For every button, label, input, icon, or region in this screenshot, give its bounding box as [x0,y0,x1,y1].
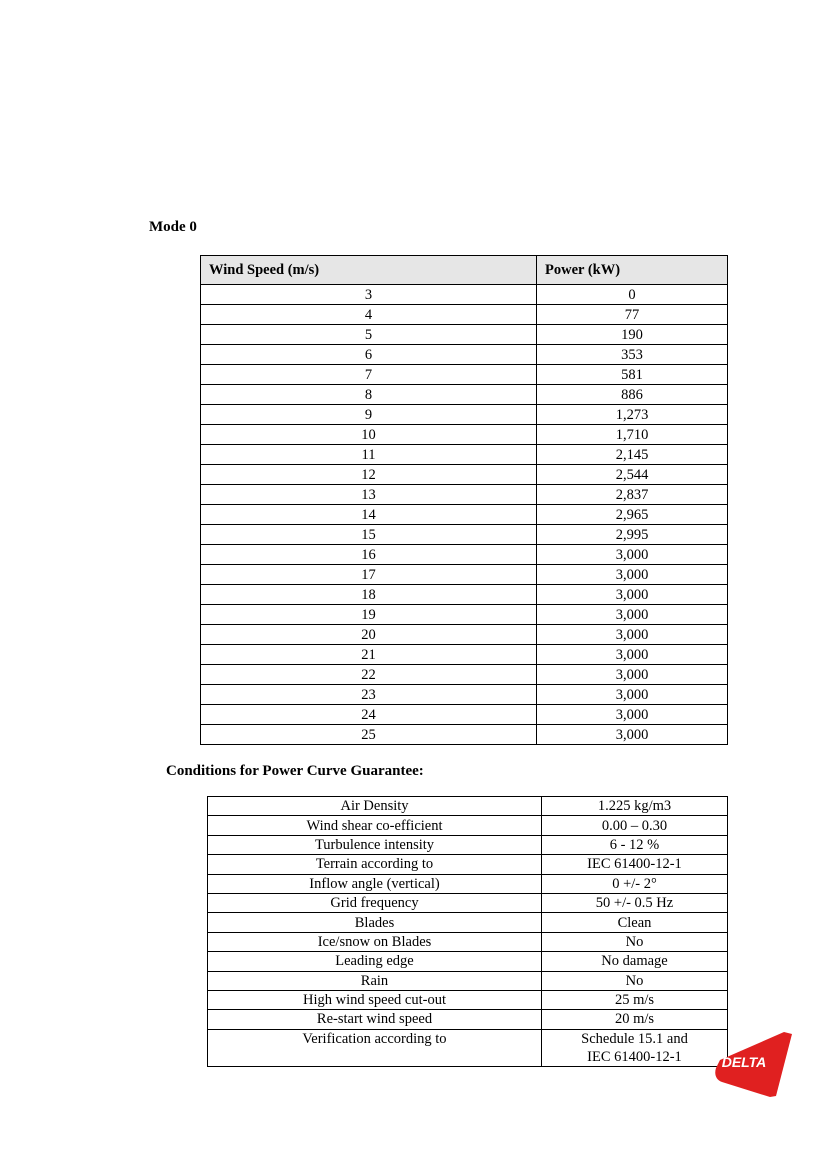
delta-logo [714,1030,792,1098]
wind-speed-cell: 4 [201,305,537,325]
wind-speed-cell: 19 [201,605,537,625]
condition-value-line: Schedule 15.1 and [581,1030,688,1047]
table-row [201,305,728,325]
condition-label: Turbulence intensity [208,835,542,854]
power-cell: 190 [537,325,728,345]
table-row [208,971,728,990]
condition-value: 50 +/- 0.5 Hz [542,893,728,912]
wind-speed-cell: 17 [201,565,537,585]
power-cell: 3,000 [537,585,728,605]
wind-speed-cell: 10 [201,425,537,445]
table-row [201,585,728,605]
table-row [201,525,728,545]
condition-label: Leading edge [208,952,542,971]
power-cell: 581 [537,365,728,385]
power-cell: 2,837 [537,485,728,505]
power-cell: 2,145 [537,445,728,465]
condition-value: 0 +/- 2° [542,874,728,893]
condition-label: Re-start wind speed [208,1010,542,1029]
wind-speed-cell: 16 [201,545,537,565]
power-cell: 3,000 [537,645,728,665]
wind-speed-cell: 14 [201,505,537,525]
table-row [208,797,728,816]
table-row [201,625,728,645]
power-cell: 353 [537,345,728,365]
condition-value-line: IEC 61400-12-1 [587,1048,682,1065]
wind-speed-cell: 25 [201,725,537,745]
table-row [208,855,728,874]
mode-title: Mode 0 [149,219,197,235]
condition-label: Grid frequency [208,893,542,912]
table-row [208,913,728,932]
wind-speed-cell: 23 [201,685,537,705]
table-row [208,816,728,835]
power-cell: 1,710 [537,425,728,445]
power-cell: 3,000 [537,605,728,625]
condition-label: Ice/snow on Blades [208,932,542,951]
condition-label: Terrain according to [208,855,542,874]
wind-speed-cell: 24 [201,705,537,725]
conditions-title: Conditions for Power Curve Guarantee: [166,763,424,779]
power-cell: 3,000 [537,625,728,645]
wind-speed-cell: 8 [201,385,537,405]
table-row [201,545,728,565]
table-header-row [201,256,728,285]
condition-value [542,1029,728,1066]
wind-speed-cell: 15 [201,525,537,545]
condition-label: Air Density [208,797,542,816]
wind-speed-cell: 7 [201,365,537,385]
table-row [201,285,728,305]
table-row [201,505,728,525]
power-cell: 1,273 [537,405,728,425]
table-row [201,425,728,445]
table-row [201,605,728,625]
table-row [201,485,728,505]
wind-speed-cell: 18 [201,585,537,605]
table-row [208,893,728,912]
table-row [208,874,728,893]
table-row [201,445,728,465]
power-cell: 0 [537,285,728,305]
wind-speed-cell: 20 [201,625,537,645]
power-cell: 77 [537,305,728,325]
condition-value: No damage [542,952,728,971]
condition-label: High wind speed cut-out [208,990,542,1009]
condition-value: 6 - 12 % [542,835,728,854]
power-cell: 886 [537,385,728,405]
power-cell: 2,995 [537,525,728,545]
condition-value: 1.225 kg/m3 [542,797,728,816]
condition-value: No [542,932,728,951]
wind-speed-cell: 6 [201,345,537,365]
table-row [208,952,728,971]
wind-speed-cell: 9 [201,405,537,425]
table-row [201,565,728,585]
condition-value: 0.00 – 0.30 [542,816,728,835]
table-row [201,705,728,725]
table-row [208,990,728,1009]
power-header: Power (kW) [537,256,728,285]
condition-value: Clean [542,913,728,932]
power-cell: 3,000 [537,565,728,585]
power-cell: 2,965 [537,505,728,525]
wind-speed-header: Wind Speed (m/s) [201,256,537,285]
wind-speed-cell: 5 [201,325,537,345]
table-row [208,835,728,854]
table-row [201,325,728,345]
table-row [201,345,728,365]
condition-label: Blades [208,913,542,932]
condition-value: 20 m/s [542,1010,728,1029]
table-row [208,932,728,951]
power-curve-table [200,255,728,745]
table-row [201,385,728,405]
wind-speed-cell: 13 [201,485,537,505]
table-row [201,665,728,685]
condition-label: Verification according to [208,1029,542,1066]
wind-speed-cell: 21 [201,645,537,665]
power-cell: 3,000 [537,545,728,565]
condition-label: Inflow angle (vertical) [208,874,542,893]
power-cell: 2,544 [537,465,728,485]
table-row [201,405,728,425]
condition-value: IEC 61400-12-1 [542,855,728,874]
power-cell: 3,000 [537,665,728,685]
condition-value: No [542,971,728,990]
power-cell: 3,000 [537,705,728,725]
wind-speed-cell: 22 [201,665,537,685]
wind-speed-cell: 11 [201,445,537,465]
wind-speed-cell: 12 [201,465,537,485]
table-row [201,365,728,385]
condition-label: Rain [208,971,542,990]
table-row [201,685,728,705]
power-cell: 3,000 [537,685,728,705]
condition-value: 25 m/s [542,990,728,1009]
delta-logo-text: DELTA [721,1054,767,1070]
table-row [201,725,728,745]
wind-speed-cell: 3 [201,285,537,305]
table-row [208,1029,728,1066]
table-row [201,645,728,665]
table-row [208,1010,728,1029]
power-cell: 3,000 [537,725,728,745]
conditions-table [207,796,728,1067]
table-row [201,465,728,485]
condition-label: Wind shear co-efficient [208,816,542,835]
